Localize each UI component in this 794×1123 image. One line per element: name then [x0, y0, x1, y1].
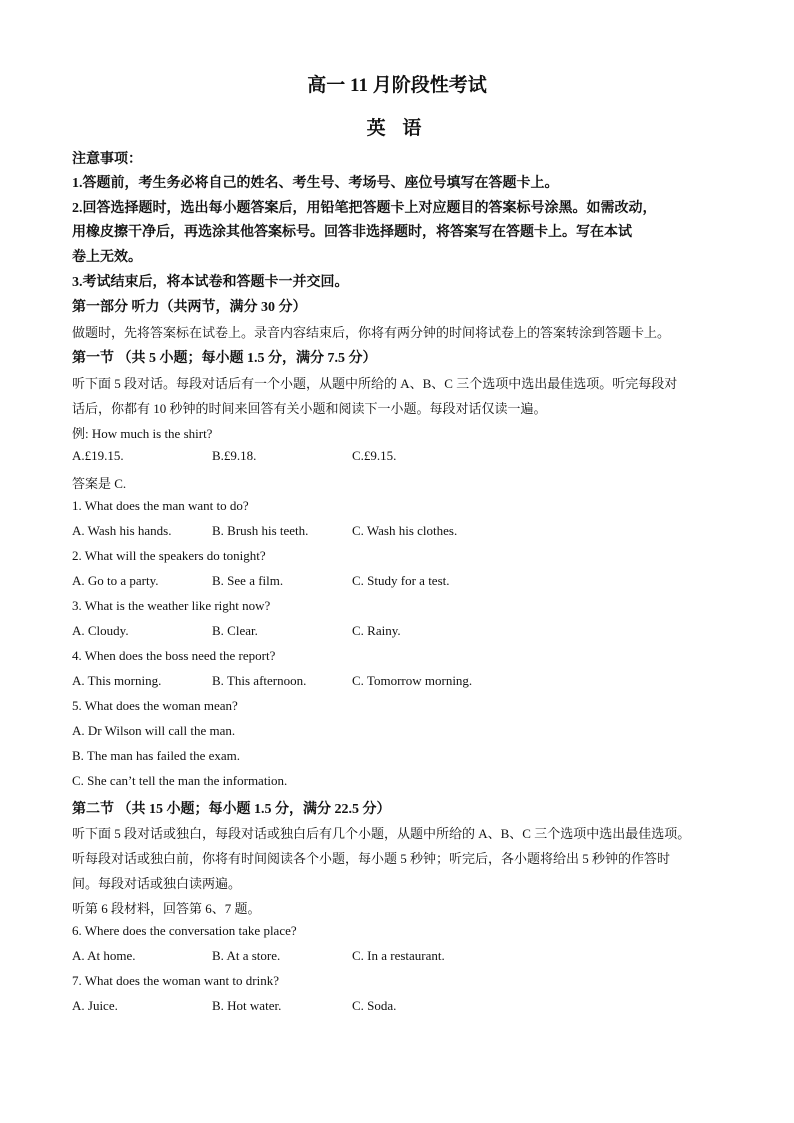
question-5-option-a: A. Dr Wilson will call the man. [72, 723, 236, 738]
question-6-option-b: B. At a store. [212, 948, 281, 963]
question-2: 2. What will the speakers do tonight? [72, 548, 266, 563]
question-7-option-c: C. Soda. [352, 998, 397, 1013]
section1-heading: 第一节 （共 5 小题；每小题 1.5 分，满分 7.5 分） [72, 351, 377, 366]
notes-item-2-line-1: 2.回答选择题时，选出每小题答案后，用铅笔把答题卡上对应题目的答案标号涂黑。如需改动， [72, 201, 657, 216]
question-6: 6. Where does the conversation take place? [72, 923, 297, 938]
part1-heading: 第一部分 听力（共两节，满分 30 分） [72, 300, 307, 315]
section2-instruction-line-1: 听下面 5 段对话或独白，每段对话或独白后有几个小题，从题中所给的 A、B、C 三个选项中选出最佳选项。 [72, 826, 691, 841]
question-5-option-b: B. The man has failed the exam. [72, 748, 240, 763]
question-3-option-a: A. Cloudy. [72, 623, 129, 638]
question-7: 7. What does the woman want to drink? [72, 973, 279, 988]
notes-item-2-line-2: 用橡皮擦干净后，再选涂其他答案标号。回答非选择题时，将答案写在答题卡上。写在本试 [72, 225, 632, 240]
example-answer: 答案是 C. [72, 476, 127, 491]
question-4-option-b: B. This afternoon. [212, 673, 307, 688]
notes-item-2-line-3: 卷上无效。 [72, 250, 142, 265]
example-question: 例: How much is the shirt? [72, 426, 213, 441]
question-3-option-b: B. Clear. [212, 623, 258, 638]
question-6-option-a: A. At home. [72, 948, 136, 963]
question-3: 3. What is the weather like right now? [72, 598, 271, 613]
notes-item-1: 1.答题前，考生务必将自己的姓名、考生号、考场号、座位号填写在答题卡上。 [72, 176, 559, 191]
question-1-option-a: A. Wash his hands. [72, 523, 172, 538]
question-2-option-c: C. Study for a test. [352, 573, 450, 588]
example-option-a: A.£19.15. [72, 448, 124, 463]
section1-instruction-line-2: 话后，你都有 10 秒钟的时间来回答有关小题和阅读下一小题。每段对话仅读一遍。 [72, 401, 547, 416]
question-1: 1. What does the man want to do? [72, 498, 249, 513]
example-option-c: C.£9.15. [352, 448, 397, 463]
part1-instruction: 做题时，先将答案标在试卷上。录音内容结束后，你将有两分钟的时间将试卷上的答案转涂到答题卡上。 [72, 325, 671, 340]
material-6-note: 听第 6 段材料，回答第 6、7 题。 [72, 901, 261, 916]
question-4-option-c: C. Tomorrow morning. [352, 673, 473, 688]
question-3-option-c: C. Rainy. [352, 623, 401, 638]
exam-title: 高一 11 月阶段性考试 [307, 75, 487, 96]
question-4-option-a: A. This morning. [72, 673, 162, 688]
notes-heading: 注意事项： [72, 152, 142, 167]
question-4: 4. When does the boss need the report? [72, 648, 276, 663]
question-5: 5. What does the woman mean? [72, 698, 238, 713]
section2-instruction-line-2: 听每段对话或独白前，你将有时间阅读各个小题，每小题 5 秒钟；听完后，各小题将给出 5 秒钟的作答时 [72, 851, 671, 866]
notes-item-3: 3.考试结束后，将本试卷和答题卡一并交回。 [72, 275, 349, 290]
subject-title: 英 语 [366, 118, 428, 139]
section2-instruction-line-3: 间。每段对话或独白读两遍。 [72, 876, 242, 891]
section2-heading: 第二节 （共 15 小题；每小题 1.5 分，满分 22.5 分） [72, 802, 391, 817]
question-1-option-b: B. Brush his teeth. [212, 523, 309, 538]
section1-instruction-line-1: 听下面 5 段对话。每段对话后有一个小题，从题中所给的 A、B、C 三个选项中选出最佳选项。听完每段对 [72, 376, 678, 391]
question-7-option-a: A. Juice. [72, 998, 118, 1013]
question-2-option-a: A. Go to a party. [72, 573, 159, 588]
question-5-option-c: C. She can’t tell the man the information. [72, 773, 288, 788]
example-option-b: B.£9.18. [212, 448, 257, 463]
question-1-option-c: C. Wash his clothes. [352, 523, 458, 538]
question-6-option-c: C. In a restaurant. [352, 948, 445, 963]
question-2-option-b: B. See a film. [212, 573, 284, 588]
question-7-option-b: B. Hot water. [212, 998, 282, 1013]
